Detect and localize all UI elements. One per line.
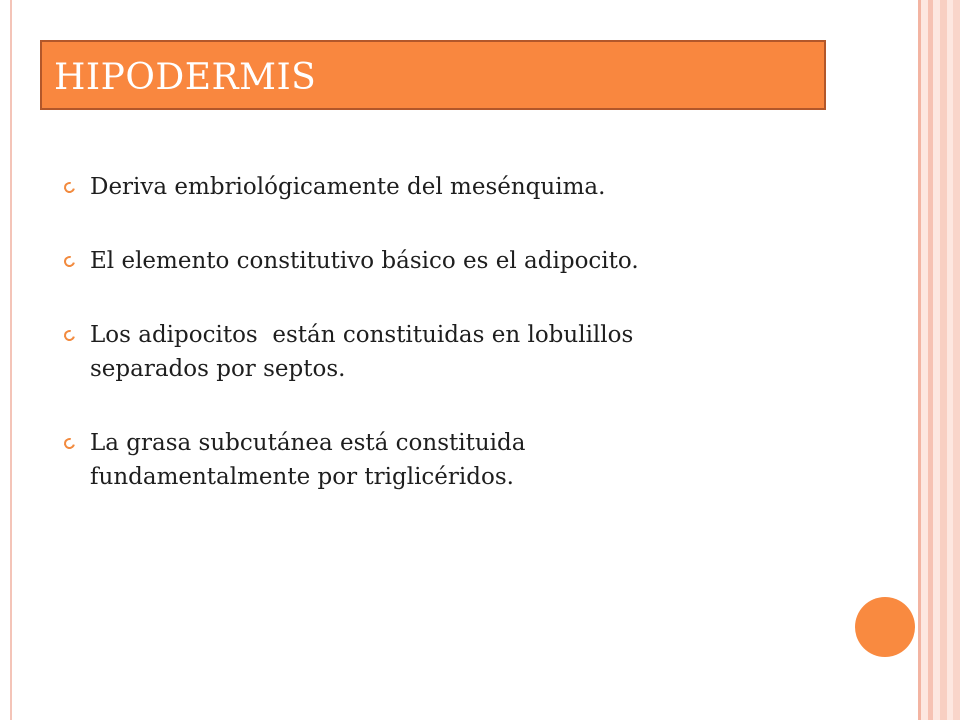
left-border-line — [10, 0, 12, 720]
bullet-text: La grasa subcutánea está constituida fundamentalmente por triglicéridos. — [90, 430, 526, 490]
bullet-text: Deriva embriológicamente del mesénquima. — [90, 174, 606, 200]
right-stripe — [918, 0, 921, 720]
bullet-marker-icon — [62, 254, 77, 269]
right-stripe — [940, 0, 947, 720]
right-stripe — [953, 0, 960, 720]
title-banner — [40, 40, 826, 110]
bullet-text: El elemento constitutivo básico es el adipocito. — [90, 248, 639, 274]
bullet-marker-icon — [62, 436, 77, 451]
bullet-item — [60, 170, 900, 204]
right-stripe — [928, 0, 933, 720]
slide-title: HIPODERMIS — [54, 57, 317, 98]
decorative-circle-icon — [855, 597, 915, 657]
bullet-item — [60, 426, 900, 494]
bullet-text: Los adipocitos están constituidas en lobulillos separados por septos. — [90, 322, 634, 382]
bullet-list — [60, 170, 900, 534]
bullet-marker-icon — [62, 180, 77, 195]
bullet-item — [60, 318, 900, 386]
bullet-item — [60, 244, 900, 278]
bullet-marker-icon — [62, 328, 77, 343]
